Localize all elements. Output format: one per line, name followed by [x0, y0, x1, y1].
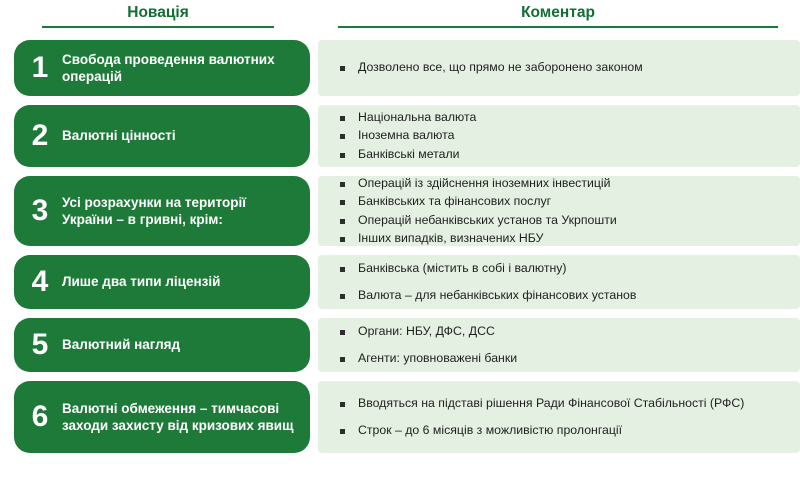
list-item: Інших випадків, визначених НБУ — [336, 230, 790, 247]
row-label-6: Валютні обмеження – тимчасові заходи захисту від кризових явищ — [62, 400, 294, 433]
table-row — [0, 176, 800, 246]
header-right-cell-wrap — [316, 4, 800, 28]
comment-list-3 — [336, 175, 790, 248]
comment-box-2 — [318, 105, 800, 167]
list-item: Органи: НБУ, ДФС, ДСС — [336, 323, 790, 340]
table-header — [0, 0, 800, 34]
novation-label-box-5 — [14, 318, 310, 372]
list-item: Строк – до 6 місяців з можливістю пролонгації — [336, 422, 790, 439]
novation-label-box-3 — [14, 176, 310, 246]
list-item: Дозволено все, що прямо не заборонено законом — [336, 59, 790, 76]
row-number-5: 5 — [31, 328, 49, 361]
comment-list-4 — [336, 260, 790, 305]
row-label-1: Свобода проведення валютних операцій — [62, 51, 275, 84]
comment-box-1 — [318, 40, 800, 96]
row-number-1: 1 — [31, 51, 49, 84]
table-row — [0, 40, 800, 96]
novation-label-box-4 — [14, 255, 310, 309]
novation-label-box-6 — [14, 381, 310, 453]
comment-list-5 — [336, 323, 790, 368]
novation-label-box-1 — [14, 40, 310, 96]
header-novation: Новація — [42, 4, 274, 28]
comment-box-3 — [318, 176, 800, 246]
row-number-3: 3 — [31, 194, 49, 227]
list-item: Операцій із здійснення іноземних інвестицій — [336, 175, 790, 192]
list-item: Валюта – для небанківських фінансових установ — [336, 287, 790, 304]
comment-box-4 — [318, 255, 800, 309]
list-item: Вводяться на підставі рішення Ради Фінансової Стабільності (РФС) — [336, 395, 790, 412]
list-item: Операцій небанківських установ та Укрпошти — [336, 212, 790, 229]
row-label-3: Усі розрахунки на території України – в гривні, крім: — [62, 194, 247, 227]
comment-list-2 — [336, 109, 790, 163]
list-item: Банківська (містить в собі і валютну) — [336, 260, 790, 277]
list-item: Національна валюта — [336, 109, 790, 126]
header-comment: Коментар — [338, 4, 778, 28]
list-item: Банківські метали — [336, 146, 790, 163]
list-item: Банківських та фінансових послуг — [336, 193, 790, 210]
comment-box-5 — [318, 318, 800, 372]
list-item: Агенти: уповноважені банки — [336, 350, 790, 367]
comment-list-1 — [336, 59, 790, 76]
table-body — [0, 34, 800, 453]
table-row — [0, 318, 800, 372]
header-left-cell-wrap — [0, 4, 316, 28]
comment-list-6 — [336, 395, 790, 440]
row-label-4: Лише два типи ліцензій — [62, 274, 221, 290]
table-row — [0, 255, 800, 309]
comment-box-6 — [318, 381, 800, 453]
row-label-2: Валютні цінності — [62, 128, 176, 144]
novation-label-box-2 — [14, 105, 310, 167]
row-number-2: 2 — [31, 119, 49, 152]
list-item: Іноземна валюта — [336, 127, 790, 144]
table-row — [0, 381, 800, 453]
row-number-4: 4 — [31, 265, 49, 298]
table-row — [0, 105, 800, 167]
row-number-6: 6 — [31, 400, 49, 433]
row-label-5: Валютний нагляд — [62, 337, 181, 353]
